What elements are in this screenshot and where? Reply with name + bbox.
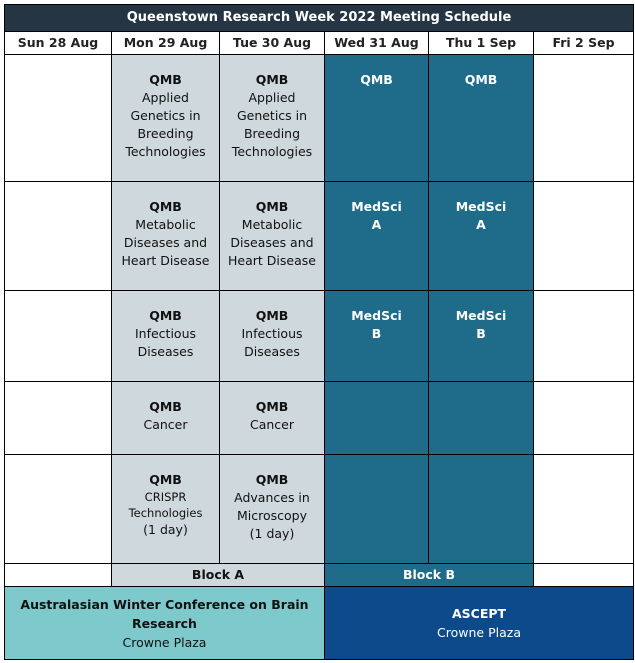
session-line: Heart Disease	[121, 253, 210, 268]
session-line: B	[476, 326, 486, 341]
session-line: A	[476, 217, 486, 232]
empty-cell	[5, 455, 112, 564]
empty-cell	[534, 564, 634, 587]
session-cell	[112, 182, 220, 291]
empty-cell	[5, 182, 112, 291]
session-organizer: MedSci	[455, 308, 507, 323]
session-cell	[112, 55, 220, 182]
conference-venue: Crowne Plaza	[122, 634, 207, 650]
session-cell	[429, 291, 534, 382]
session-line: Breeding	[243, 126, 301, 141]
session-organizer: MedSci	[351, 308, 402, 323]
session-line: (1 day)	[143, 522, 188, 537]
session-cell	[220, 455, 325, 564]
session-line: Applied	[248, 90, 296, 105]
block-b-label: Block B	[325, 564, 534, 587]
session-line: Applied	[142, 90, 189, 105]
session-cell	[220, 291, 325, 382]
session-line: Metabolic	[241, 217, 303, 232]
day-header-sun: Sun 28 Aug	[5, 32, 112, 55]
session-line: Cancer	[143, 417, 188, 432]
session-line: CRISPR	[144, 490, 187, 504]
session-cell	[220, 55, 325, 182]
session-cell	[429, 455, 534, 564]
session-line: Diseases	[244, 344, 300, 359]
empty-cell	[534, 291, 634, 382]
session-cell	[325, 182, 429, 291]
session-organizer: QMB	[149, 308, 182, 323]
day-header-mon: Mon 29 Aug	[112, 32, 220, 55]
session-cell	[112, 455, 220, 564]
session-line: Diseases and	[230, 235, 314, 250]
session-cell	[325, 382, 429, 455]
day-header-wed: Wed 31 Aug	[325, 32, 429, 55]
meeting-schedule-table	[4, 4, 634, 660]
session-organizer: QMB	[255, 72, 289, 87]
session-organizer: QMB	[255, 472, 289, 487]
session-cell	[429, 382, 534, 455]
session-organizer: QMB	[255, 399, 289, 414]
session-line: Technologies	[125, 144, 206, 159]
session-line: Infectious	[241, 326, 303, 341]
session-line: Advances in	[234, 490, 310, 505]
session-organizer: QMB	[464, 72, 498, 87]
session-organizer: QMB	[149, 72, 182, 87]
empty-cell	[534, 182, 634, 291]
session-line: Diseases and	[123, 235, 208, 250]
empty-cell	[5, 55, 112, 182]
block-a-label: Block A	[112, 564, 325, 587]
session-cell	[325, 291, 429, 382]
session-organizer: QMB	[149, 199, 182, 214]
conference-name: Australasian Winter Conference on Brain Research	[20, 596, 309, 631]
empty-cell	[534, 382, 634, 455]
schedule-title: Queenstown Research Week 2022 Meeting Schedule	[5, 5, 634, 32]
session-cell	[220, 182, 325, 291]
session-line: Metabolic	[135, 217, 196, 232]
session-cell	[325, 55, 429, 182]
empty-cell	[534, 455, 634, 564]
session-line: Genetics in	[130, 108, 201, 123]
session-line: (1 day)	[249, 526, 295, 541]
empty-cell	[5, 564, 112, 587]
conference-name: ASCEPT	[451, 606, 507, 621]
session-line: Infectious	[134, 326, 197, 341]
session-line: Cancer	[249, 417, 294, 432]
session-organizer: QMB	[360, 72, 393, 87]
session-line: Heart Disease	[228, 253, 316, 268]
session-cell	[112, 291, 220, 382]
session-cell	[429, 55, 534, 182]
session-line: Technologies	[231, 144, 313, 159]
ascept-conference	[325, 587, 634, 660]
session-line: A	[371, 217, 382, 232]
session-cell	[220, 382, 325, 455]
day-header-tue: Tue 30 Aug	[220, 32, 325, 55]
session-line: Diseases	[137, 344, 194, 359]
session-organizer: QMB	[255, 308, 289, 323]
session-cell	[325, 455, 429, 564]
session-line: Microscopy	[236, 508, 307, 523]
empty-cell	[5, 382, 112, 455]
brain-research-conference	[5, 587, 325, 660]
conference-venue: Crowne Plaza	[437, 625, 521, 640]
session-line: Technologies	[128, 506, 203, 520]
session-line: Genetics in	[236, 108, 308, 123]
day-header-thu: Thu 1 Sep	[429, 32, 534, 55]
session-cell	[429, 182, 534, 291]
session-organizer: QMB	[149, 472, 182, 487]
session-organizer: QMB	[149, 399, 182, 414]
session-line: Breeding	[137, 126, 194, 141]
session-organizer: MedSci	[351, 199, 402, 214]
empty-cell	[534, 55, 634, 182]
session-line: B	[371, 326, 382, 341]
session-organizer: QMB	[255, 199, 289, 214]
empty-cell	[5, 291, 112, 382]
session-organizer: MedSci	[455, 199, 507, 214]
session-cell	[112, 382, 220, 455]
day-header-fri: Fri 2 Sep	[534, 32, 634, 55]
